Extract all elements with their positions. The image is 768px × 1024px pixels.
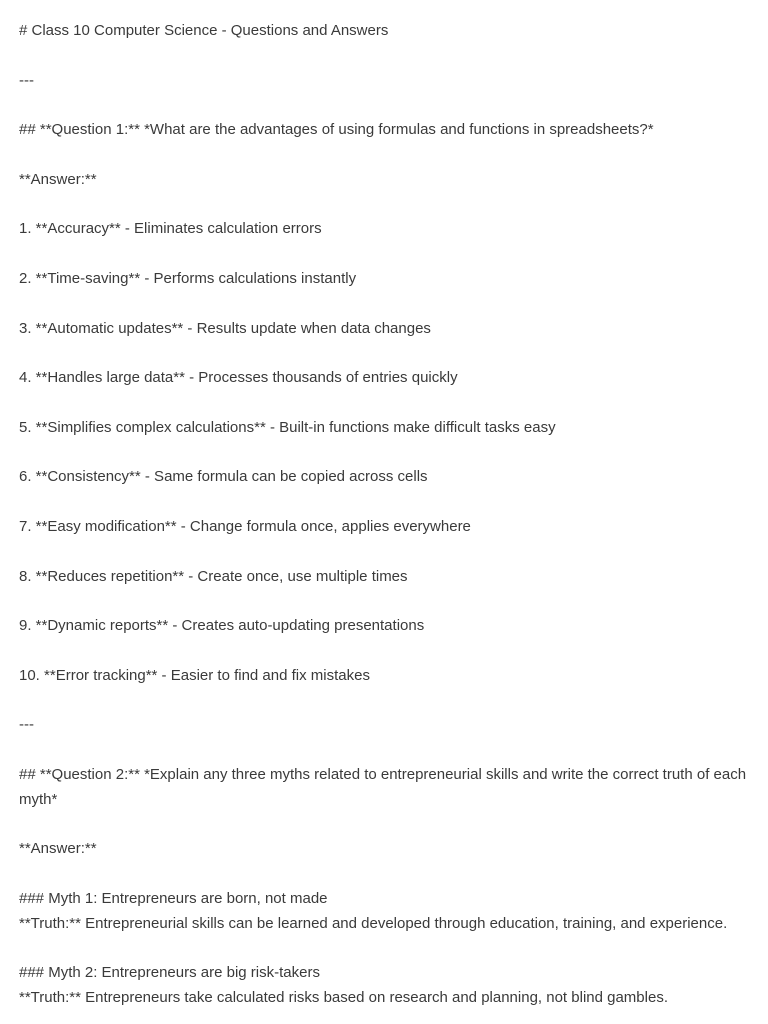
list-item: 9. **Dynamic reports** - Creates auto-updating presentations [19, 617, 425, 635]
list-item: 10. **Error tracking** - Easier to find and fix mistakes [19, 666, 370, 684]
list-item: 3. **Automatic updates** - Results update when data changes [19, 319, 431, 337]
myth-block [19, 887, 750, 937]
myth-heading: ### Myth 1: Entrepreneurs are born, not made [19, 889, 328, 907]
myth-truth: **Truth:** Entrepreneurial skills can be learned and developed through education, training, and experience. [19, 914, 728, 932]
answer-label: **Answer:** [19, 170, 97, 188]
question-1-heading: ## **Question 1:** *What are the advantages of using formulas and functions in spreadsheets?* [19, 121, 654, 139]
list-item: 2. **Time-saving** - Performs calculations instantly [19, 269, 357, 287]
list-item: 8. **Reduces repetition** - Create once, use multiple times [19, 567, 408, 585]
myth-truth: **Truth:** Entrepreneurs take calculated risks based on research and planning, not blind gambles. [19, 989, 668, 1007]
horizontal-rule: --- [19, 71, 34, 89]
document-title: # Class 10 Computer Science - Questions and Answers [19, 22, 389, 39]
list-item: 6. **Consistency** - Same formula can be copied across cells [19, 468, 428, 486]
myth-block [19, 961, 750, 1011]
list-item: 7. **Easy modification** - Change formula once, applies everywhere [19, 517, 471, 535]
list-item: 5. **Simplifies complex calculations** - Built-in functions make difficult tasks easy [19, 418, 556, 436]
myth-heading: ### Myth 2: Entrepreneurs are big risk-takers [19, 964, 320, 982]
answer-label: **Answer:** [19, 840, 97, 858]
horizontal-rule: --- [19, 716, 34, 734]
question-2-heading: ## **Question 2:** *Explain any three myths related to entrepreneurial skills and write the correct truth of each myth* [19, 765, 751, 808]
list-item: 4. **Handles large data** - Processes thousands of entries quickly [19, 369, 458, 387]
list-item: 1. **Accuracy** - Eliminates calculation errors [19, 220, 322, 238]
